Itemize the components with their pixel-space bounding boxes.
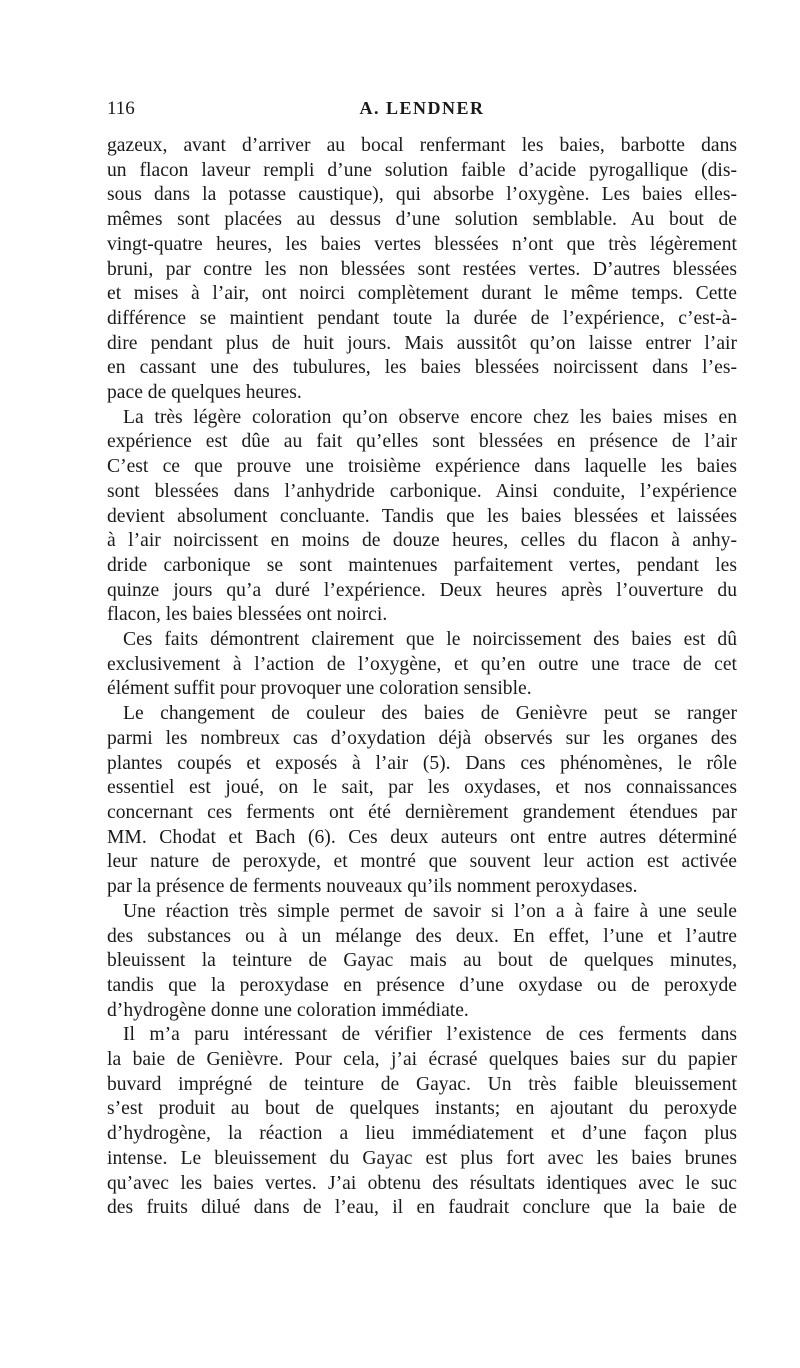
text-line: mêmes sont placées au dessus d’une solution semblable. Au bout de: [107, 209, 737, 231]
text-line: des fruits dilué dans de l’eau, il en faudrait conclure que la baie de: [107, 1197, 737, 1219]
text-line: intense. Le bleuissement du Gayac est plus fort avec les baies brunes: [107, 1147, 737, 1169]
text-line: à l’air noircissent en moins de douze heures, celles du flacon à anhy-: [107, 530, 737, 552]
text-line: concernant ces ferments ont été dernièrement grandement étendues par: [107, 801, 737, 823]
text-line: gazeux, avant d’arriver au bocal renfermant les baies, barbotte dans: [107, 135, 737, 156]
text-line: par la présence de ferments nouveaux qu’ils nomment peroxydases.: [107, 876, 638, 898]
text-line: MM. Chodat et Bach (6). Ces deux auteurs ont entre autres déterminé: [107, 826, 737, 848]
text-line: bruni, par contre les non blessées sont restées vertes. D’autres blessées: [107, 258, 737, 280]
text-line: La très légère coloration qu’on observe encore chez les baies mises en: [123, 406, 737, 428]
text-line: C’est ce que prouve une troisième expérience dans laquelle les baies: [107, 456, 737, 478]
text-line: élément suffit pour provoquer une coloration sensible.: [107, 678, 532, 700]
text-line: essentiel est joué, on le sait, par les oxydases, et nos connaissances: [107, 777, 737, 799]
text-line: sous dans la potasse caustique), qui absorbe l’oxygène. Les baies elles-: [107, 184, 737, 206]
text-line: Le changement de couleur des baies de Genièvre peut se ranger: [123, 703, 737, 725]
text-line: tandis que la peroxydase en présence d’une oxydase ou de peroxyde: [107, 974, 737, 996]
text-line: sont blessées dans l’anhydride carbonique. Ainsi conduite, l’expérience: [107, 480, 737, 502]
text-line: parmi les nombreux cas d’oxydation déjà observés sur les organes des: [107, 727, 737, 749]
page-header: [107, 98, 737, 126]
text-line: expérience est dûe au fait qu’elles sont blessées en présence de l’air: [107, 431, 737, 453]
text-line: pace de quelques heures.: [107, 382, 302, 404]
text-line: quinze jours qu’a duré l’expérience. Deux heures après l’ouverture du: [107, 579, 737, 601]
text-line: d’hydrogène, la réaction a lieu immédiatement et d’une façon plus: [107, 1123, 737, 1145]
text-line: un flacon laveur rempli d’une solution faible d’acide pyrogallique (dis-: [107, 159, 737, 181]
text-line: qu’avec les baies vertes. J’ai obtenu des résultats identiques avec le suc: [107, 1172, 737, 1194]
text-line: et mises à l’air, ont noirci complètement durant le même temps. Cette: [107, 283, 737, 305]
text-line: flacon, les baies blessées ont noirci.: [107, 604, 388, 626]
text-line: leur nature de peroxyde, et montré que souvent leur action est activée: [107, 851, 737, 873]
text-line: vingt-quatre heures, les baies vertes blessées n’ont que très légèrement: [107, 233, 737, 255]
text-line: des substances ou à un mélange des deux. En effet, l’une et l’autre: [107, 925, 737, 947]
text-line: Une réaction très simple permet de savoir si l’on a à faire à une seule: [123, 900, 737, 922]
text-line: buvard imprégné de teinture de Gayac. Un très faible bleuissement: [107, 1073, 737, 1095]
text-line: en cassant une des tubulures, les baies blessées noircissent dans l’es-: [107, 357, 737, 379]
text-line: bleuissent la teinture de Gayac mais au bout de quelques minutes,: [107, 950, 737, 972]
text-line: plantes coupés et exposés à l’air (5). Dans ces phénomènes, le rôle: [107, 752, 737, 774]
text-line: différence se maintient pendant toute la durée de l’expérience, c’est-à-: [107, 307, 737, 329]
text-line: la baie de Genièvre. Pour cela, j’ai écrasé quelques baies sur du papier: [107, 1049, 737, 1071]
text-line: Ces faits démontrent clairement que le noircissement des baies est dû: [123, 629, 737, 651]
text-line: exclusivement à l’action de l’oxygène, et qu’en outre une trace de cet: [107, 653, 737, 675]
text-line: dire pendant plus de huit jours. Mais aussitôt qu’on laisse entrer l’air: [107, 332, 737, 354]
text-line: dride carbonique se sont maintenues parfaitement vertes, pendant les: [107, 554, 737, 576]
text-line: s’est produit au bout de quelques instants; en ajoutant du peroxyde: [107, 1098, 737, 1120]
text-line: Il m’a paru intéressant de vérifier l’existence de ces ferments dans: [123, 1024, 737, 1046]
text-line: d’hydrogène donne une coloration immédiate.: [107, 999, 469, 1021]
running-head: A. LENDNER: [359, 98, 485, 118]
page-number: 116: [107, 98, 135, 119]
body-text: [107, 134, 737, 1221]
text-line: devient absolument concluante. Tandis que les baies blessées et laissées: [107, 505, 737, 527]
